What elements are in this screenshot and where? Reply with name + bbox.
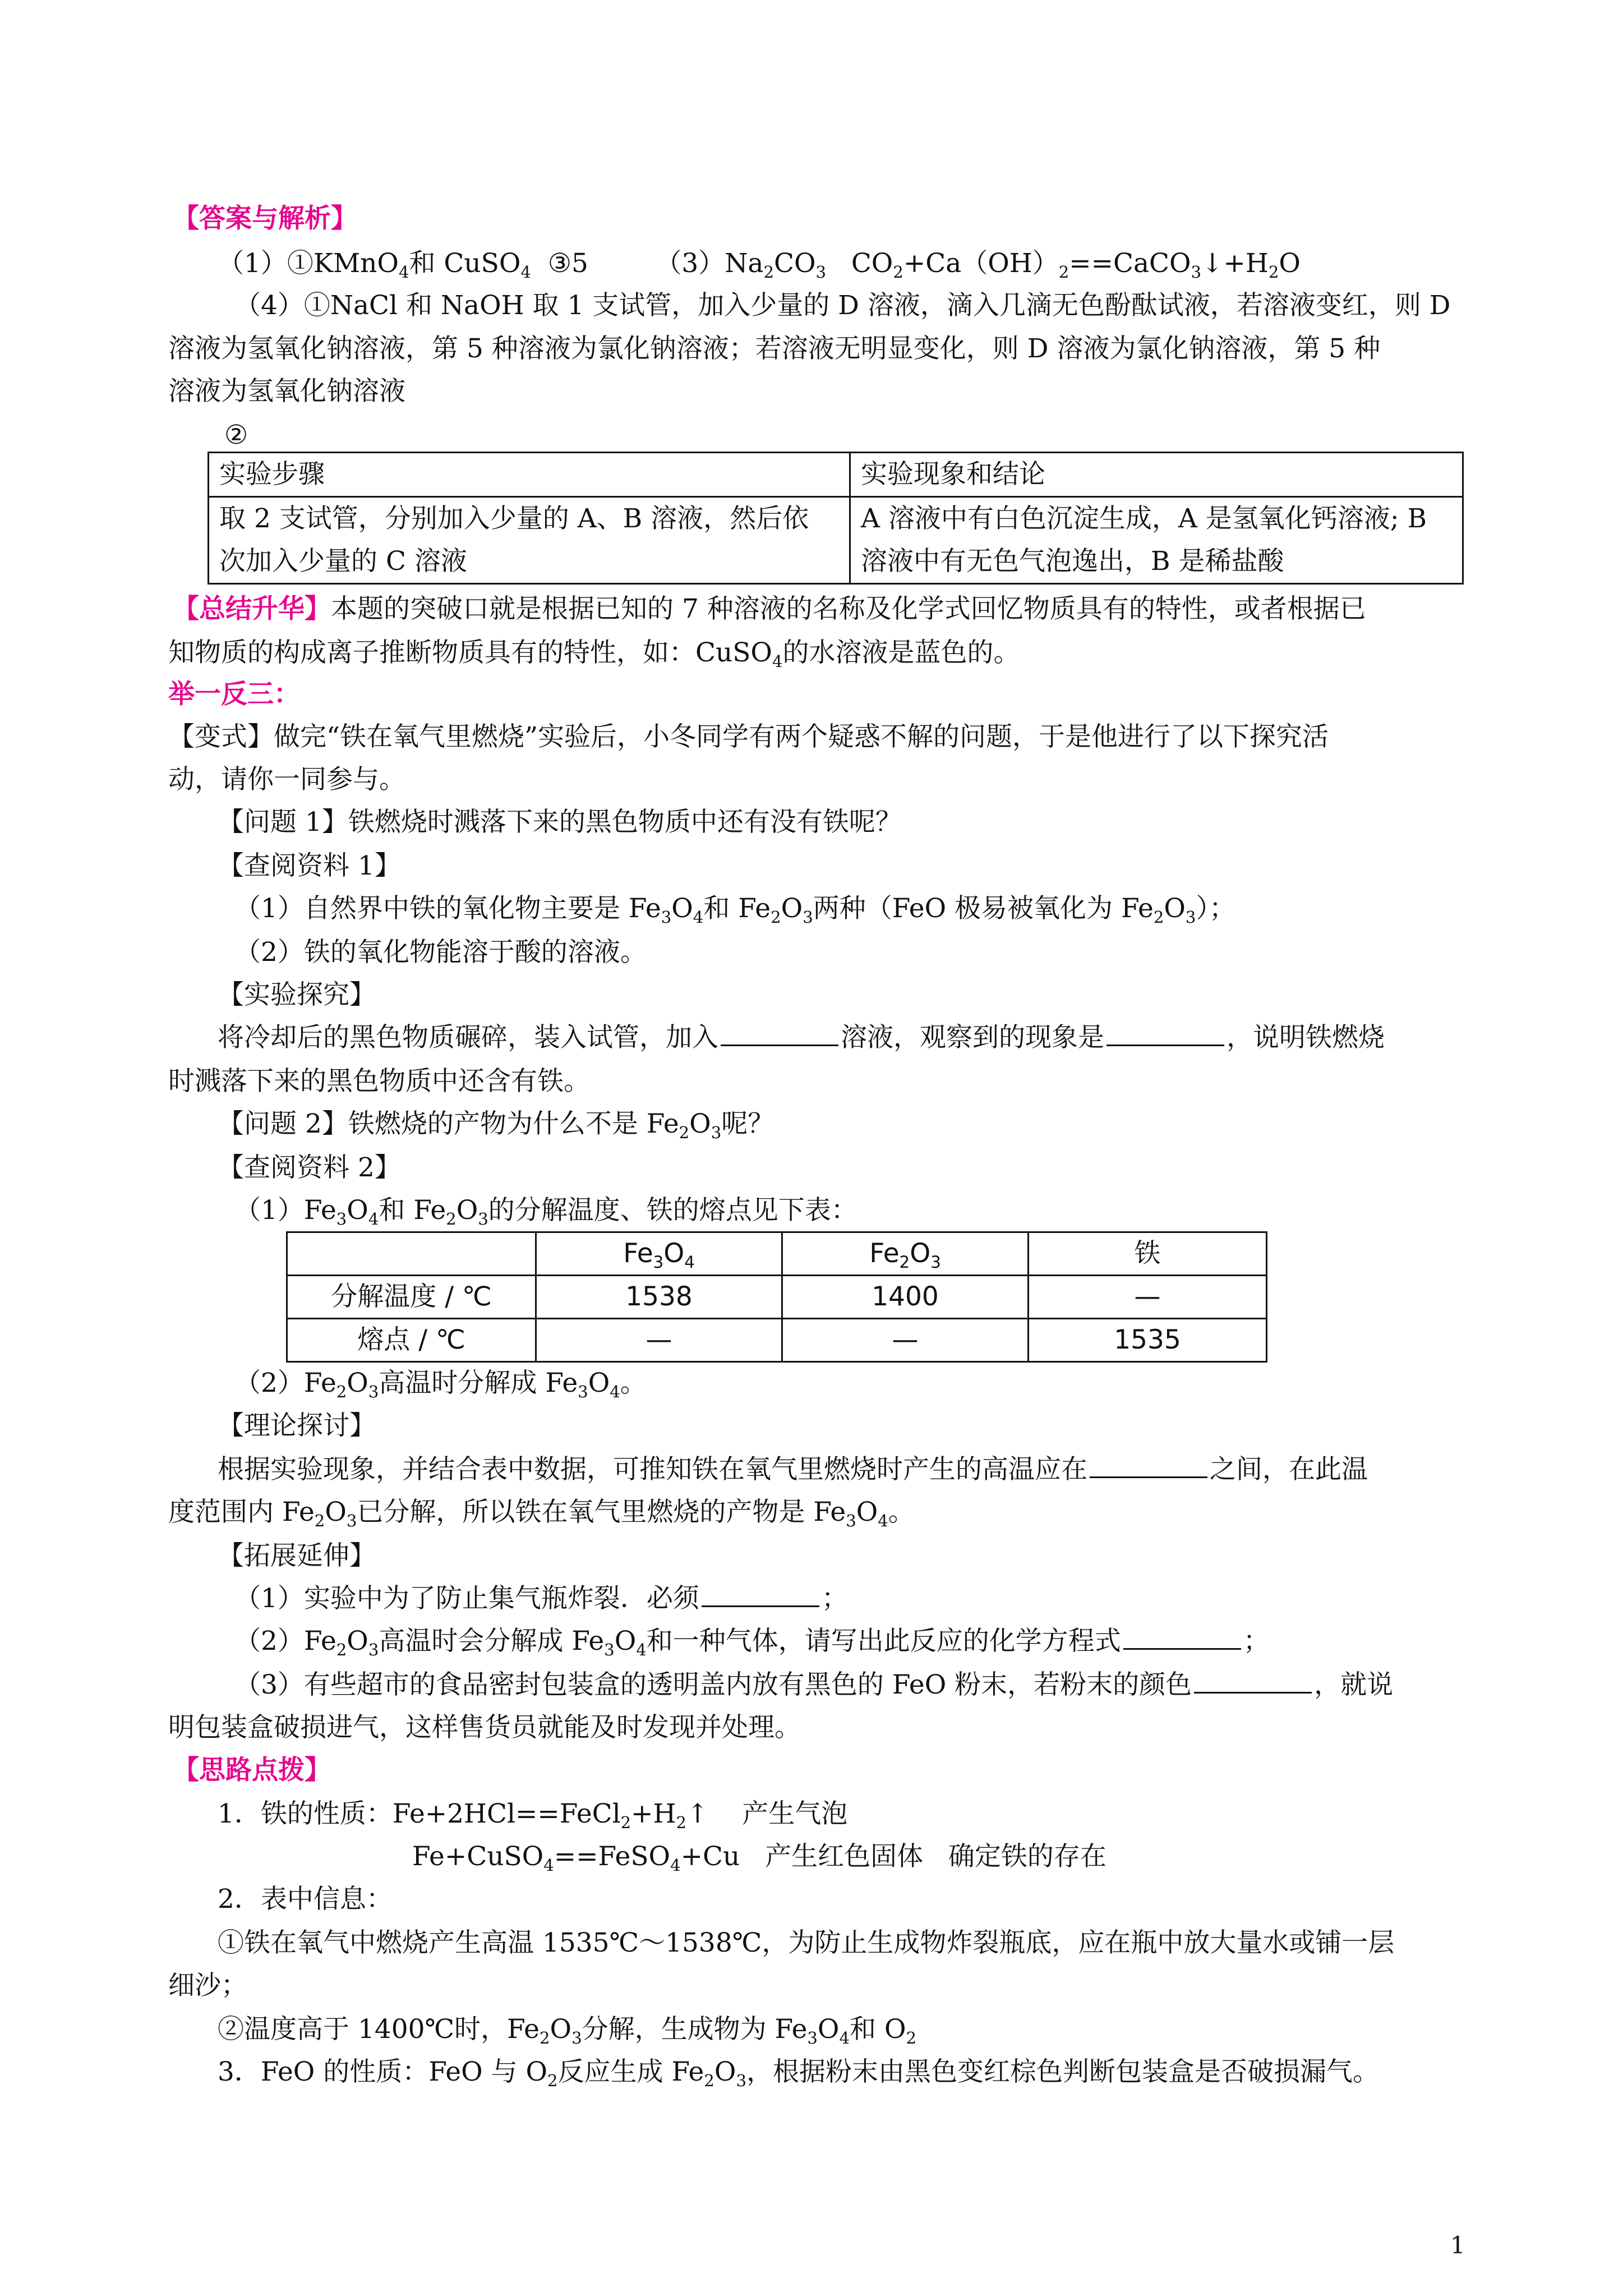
- table-header-fe2o3: $Fe_2O_3$: [782, 1232, 1029, 1276]
- hint-heading: 【思路点拨】: [173, 1755, 331, 1786]
- answer-blank[interactable]: [1194, 1672, 1312, 1694]
- answer-blank[interactable]: [1123, 1628, 1241, 1650]
- answer-blank[interactable]: [702, 1585, 819, 1607]
- temperature-table: [286, 1231, 1267, 1363]
- page-number: 1: [1450, 2231, 1465, 2259]
- variant-line-2: 动，请你一同参与。: [168, 764, 405, 795]
- summary-line-1: 【总结升华】本题的突破口就是根据已知的 7 种溶液的名称及化学式回忆物质具有的特性，或者根据已: [173, 593, 1366, 624]
- question-1: 【问题 1】铁燃烧时溅落下来的黑色物质中还有没有铁呢？: [218, 807, 902, 838]
- extend-item-1: （1）实验中为了防止集气瓶炸裂．必须 ；: [234, 1583, 848, 1614]
- table-header-blank: [287, 1232, 536, 1276]
- summary-line-2: 知物质的构成离子推断物质具有的特性，如：CuSO$_4$的水溶液是蓝色的。: [168, 637, 1020, 671]
- theory-line-2: 度范围内 $Fe_2O_3$已分解，所以铁在氧气里燃烧的产物是 $Fe_3O_4$。: [168, 1497, 915, 1531]
- table-cell: —: [1029, 1276, 1267, 1319]
- hint-point-2-b: ②温度高于 1400℃时，$Fe_2O_3$分解，生成物为 $Fe_3O_4$和 $O_2$: [218, 2014, 917, 2048]
- theory-line-1: 根据实验现象，并结合表中数据，可推知铁在氧气里燃烧时产生的高温应在 之间，在此温: [218, 1454, 1368, 1485]
- explore-line-1: 将冷却后的黑色物质碾碎，装入试管，加入 溶液，观察到的现象是 ，说明铁燃烧: [218, 1022, 1385, 1053]
- answer-line-1: （1）①KMnO$_4$和 CuSO$_4$ ③5 $(3)Na_2CO_3$ $CO_2+Ca(OH)_2==CaCO_3↓+H_2O$: [218, 248, 1301, 282]
- explore-title: 【实验探究】: [218, 979, 376, 1010]
- reference-2-item-1: $(1)Fe_3O_4$和 $Fe_2O_3$的分解温度、铁的熔点见下表：: [234, 1195, 857, 1229]
- juyi-heading: 举一反三：: [168, 679, 300, 710]
- table-header-iron: 铁: [1029, 1232, 1267, 1276]
- answer-heading: 【答案与解析】: [173, 203, 357, 234]
- answer-blank[interactable]: [721, 1024, 838, 1046]
- extend-item-3: （3）有些超市的食品密封包装盒的透明盖内放有黑色的 FeO 粉末，若粉末的颜色 ，就说: [234, 1669, 1394, 1700]
- question-2: 【问题 2】铁燃烧的产物为什么不是 $Fe_2O_3$呢？: [218, 1108, 774, 1143]
- reference-1-title: 【查阅资料 1】: [218, 850, 401, 881]
- table-cell: 分解温度 / ℃: [287, 1276, 536, 1319]
- extend-title: 【拓展延伸】: [218, 1540, 376, 1571]
- table-cell: 熔点 / ℃: [287, 1319, 536, 1362]
- answer-line-4: 溶液为氢氧化钠溶液: [168, 376, 405, 407]
- summary-label: 【总结升华】: [173, 593, 331, 624]
- answer-line-3: 溶液为氢氧化钠溶液，第 5 种溶液为氯化钠溶液；若溶液无明显变化，则 D 溶液为氯化钠溶液，第 5 种: [168, 333, 1381, 364]
- table-header-step: 实验步骤: [209, 453, 850, 497]
- table-row: [287, 1319, 1267, 1362]
- hint-point-1-cont: Fe+CuSO$_4$==FeSO$_4$+Cu 产生红色固体 确定铁的存在: [412, 1841, 1106, 1875]
- table-cell: 1535: [1029, 1319, 1267, 1362]
- reference-1-item-1: （1）自然界中铁的氧化物主要是 $Fe_3O_4$和 $Fe_2O_3$两种（FeO 极易被氧化为 $Fe_2O_3$）；: [234, 893, 1235, 927]
- hint-point-3: 3．FeO 的性质：FeO 与 $O_2$反应生成 $Fe_2O_3$，根据粉末由黑色变红棕色判断包装盒是否破损漏气。: [218, 2056, 1379, 2091]
- experiment-table: [208, 452, 1464, 585]
- explore-line-2: 时溅落下来的黑色物质中还含有铁。: [168, 1066, 590, 1097]
- reference-2-title: 【查阅资料 2】: [218, 1152, 401, 1183]
- hint-point-2: 2．表中信息：: [218, 1884, 393, 1915]
- answer-line-2: （4）①NaCl 和 NaOH 取 1 支试管，加入少量的 D 溶液，滴入几滴无色酚酞试液，若溶液变红，则 D: [234, 290, 1451, 321]
- reference-1-item-2: （2）铁的氧化物能溶于酸的溶液。: [234, 937, 647, 968]
- table-cell-result: A 溶液中有白色沉淀生成，A 是氢氧化钙溶液; B 溶液中有无色气泡逸出，B 是稀盐酸: [850, 497, 1463, 584]
- table-cell: 1400: [782, 1276, 1029, 1319]
- hint-point-2-a: ①铁在氧气中燃烧产生高温 1535℃～1538℃，为防止生成物炸裂瓶底，应在瓶中放大量水或铺一层: [218, 1927, 1395, 1958]
- extend-item-3-cont: 明包装盒破损进气，这样售货员就能及时发现并处理。: [168, 1712, 801, 1743]
- theory-title: 【理论探讨】: [218, 1410, 376, 1441]
- table-row: [287, 1276, 1267, 1319]
- answer-blank[interactable]: [1106, 1024, 1224, 1046]
- table-header-result: 实验现象和结论: [850, 453, 1463, 497]
- answer-circle-2: ②: [224, 420, 248, 450]
- extend-item-2: $(2)Fe_2O_3$高温时会分解成 $Fe_3O_4$和一种气体，请写出此反应的化学方程式 ；: [234, 1626, 1270, 1660]
- reference-2-item-2: $(2)Fe_2O_3$高温时分解成 $Fe_3O_4$。: [234, 1368, 647, 1402]
- table-cell: —: [536, 1319, 782, 1362]
- table-row: [209, 497, 1463, 584]
- hint-point-1: 1．铁的性质：$Fe+2HCl==FeCl_2+H_2↑$ 产生气泡: [218, 1798, 848, 1833]
- table-cell-step: 取 2 支试管，分别加入少量的 A、B 溶液，然后依 次加入少量的 C 溶液: [209, 497, 850, 584]
- answer-blank[interactable]: [1090, 1456, 1207, 1478]
- hint-point-2-a-cont: 细沙；: [168, 1970, 247, 2001]
- table-header-fe3o4: $Fe_3O_4$: [536, 1232, 782, 1276]
- table-cell: —: [782, 1319, 1029, 1362]
- table-cell: 1538: [536, 1276, 782, 1319]
- variant-line-1: 【变式】做完“铁在氧气里燃烧”实验后，小冬同学有两个疑惑不解的问题，于是他进行了以下探究活: [168, 721, 1329, 752]
